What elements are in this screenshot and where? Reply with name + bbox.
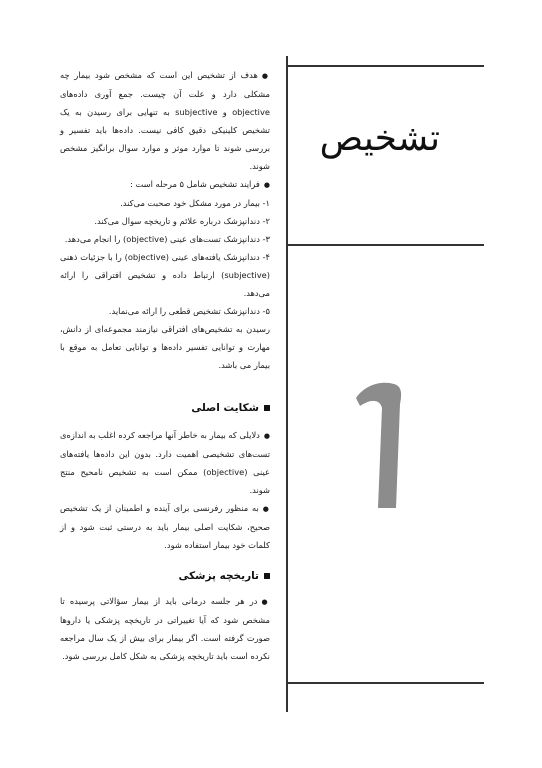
history-paragraph: ● در هر جلسه درمانی باید از بیمار سؤالاتی پرسیده تا مشخص شود که آیا تغییراتی در تاریخچه پزشکی یا داروها صورت گرفته است. اگر بیمار برای بیش از یک سال مراجعه نکرده است باید تاریخچه پزشکی به شکل کامل بررسی شود.	[60, 592, 270, 665]
chapter-number	[350, 380, 420, 510]
process-intro: ● فرایند تشخیص شامل ۵ مرحله است :	[60, 175, 270, 194]
intro-paragraph: ● هدف از تشخیص این است که مشخص شود بیمار چه مشکلی دارد و علت آن چیست. جمع آوری داده‌های objective و subjective به تنهایی برای رسیدن به یک تشخیص کلینیکی دقیق کافی نیست. داده‌ها باید تفسیر و بررسی شوند تا موارد موثر و موارد سوال برانگیز مشخص شوند.	[60, 66, 270, 175]
complaint-paragraph-2: ● به منظور رفرنسی برای آینده و اطمینان از یک تشخیص صحیح، شکایت اصلی بیمار باید به درستی ثبت شود و از کلمات خود بیمار استفاده شود.	[60, 499, 270, 554]
step-2: ۲- دندانپزشک درباره علائم و تاریخچه سوال می‌کند.	[94, 216, 270, 226]
step-3: ۳- دندانپزشک تست‌های عینی (objective) را انجام می‌دهد.	[64, 234, 270, 244]
step-1: ۱- بیمار در مورد مشکل خود صحبت می‌کند.	[120, 198, 270, 208]
complaint-heading: شکایت اصلی	[60, 402, 270, 414]
vertical-rule	[286, 56, 288, 712]
middle-rule	[286, 244, 484, 246]
chapter-title: تشخیص	[319, 118, 440, 159]
history-heading: تاریخچه پزشکی	[60, 570, 270, 582]
summary-paragraph: رسیدن به تشخیص‌های افتراقی نیازمند مجموعه‌ای از دانش، مهارت و توانایی تفسیر داده‌ها و توانایی تعامل به موقع با بیمار می باشد.	[60, 324, 270, 370]
history-text	[60, 592, 270, 665]
bottom-rule	[286, 682, 484, 684]
complaint-text	[60, 426, 270, 554]
complaint-paragraph-1: ● دلایلی که بیمار به خاطر آنها مراجعه کرده اغلب به اندازه‌ی تست‌های تشخیصی اهمیت دارد. بدون این داده‌ها یافته‌های عینی (objective) ممکن است به تشخیص نامحیح منتج شوند.	[60, 426, 270, 499]
intro-text	[60, 66, 270, 374]
square-bullet-icon	[264, 573, 270, 579]
square-bullet-icon	[264, 405, 270, 411]
step-5: ۵- دندانپزشک تشخیص قطعی را ارائه می‌نماید.	[108, 306, 270, 316]
step-4: ۴- دندانپزشک یافته‌های عینی (objective) را با جزئیات ذهنی (subjective) ارتباط داده و تشخیص افتراقی را ارائه می‌دهد.	[60, 252, 270, 298]
top-rule	[286, 65, 484, 67]
